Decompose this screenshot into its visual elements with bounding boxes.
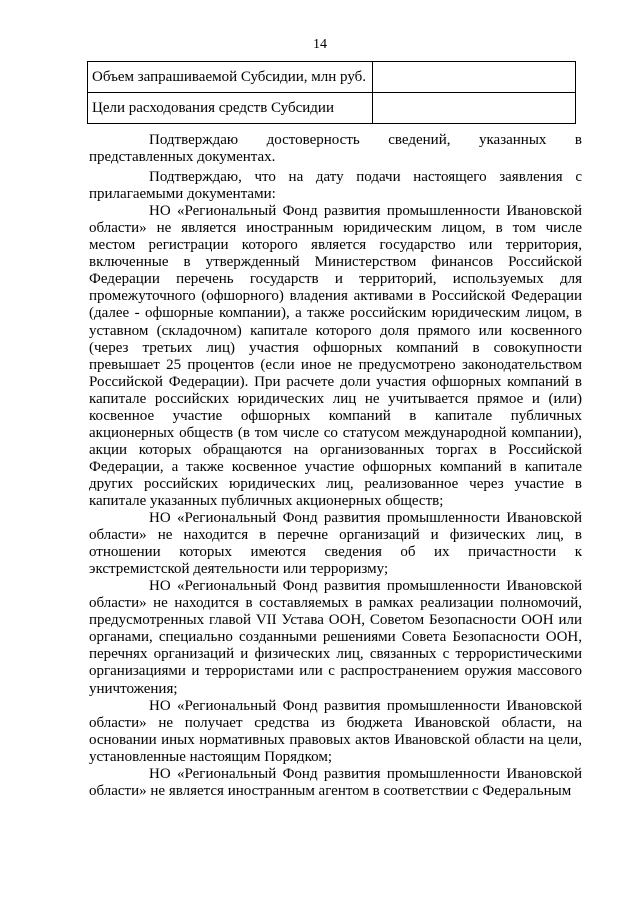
paragraph-un-sanctions: НО «Региональный Фонд развития промышленности Ивановской области» не находится в составляемых в рамках реализации полномочий, предусмотренных главой VII Устава ООН, Советом Безопасности ООН или органами, специально созданными решениями Совета Безопасности ООН, перечнях организаций и физических лиц, связанных с террористическими организациями и террористами или с распространением оружия массового уничтожения; xyxy=(89,578,582,697)
table-row xyxy=(88,93,576,124)
table-row xyxy=(88,62,576,93)
paragraph-extremism: НО «Региональный Фонд развития промышленности Ивановской области» не находится в перечне организаций и физических лиц, в отношении которых имеются сведения об их причастности к экстремистской деятельности или терроризму; xyxy=(89,510,582,578)
page-number: 14 xyxy=(313,37,327,52)
paragraph-confirmation: Подтверждаю достоверность сведений, указанных в представленных документах. xyxy=(89,132,582,166)
table-cell-value xyxy=(373,62,576,93)
paragraph-foreign-agent: НО «Региональный Фонд развития промышленности Ивановской области» не является иностранным агентом в соответствии с Федеральным xyxy=(89,765,582,799)
table-cell-value xyxy=(373,93,576,124)
paragraph-budget-funds: НО «Региональный Фонд развития промышленности Ивановской области» не получает средства из бюджета Ивановской области, на основании иных нормативных правовых актов Ивановской области на цели, установленные настоящим Порядком; xyxy=(89,697,582,765)
document-body xyxy=(89,132,582,800)
table-cell-label: Объем запрашиваемой Субсидии, млн руб. xyxy=(88,62,373,93)
table-cell-label: Цели расходования средств Субсидии xyxy=(88,93,373,124)
subsidy-info-table xyxy=(87,61,576,124)
paragraph-intro: Подтверждаю, что на дату подачи настоящего заявления с прилагаемыми документами: xyxy=(89,169,582,203)
paragraph-offshore: НО «Региональный Фонд развития промышленности Ивановской области» не является иностранным юридическим лицом, в том числе местом регистрации которого является государство или территория, включенные в утвержденный Министерством финансов Российской Федерации перечень государств и территорий, используемых для промежуточного (офшорного) владения активами в Российской Федерации (далее - офшорные компании), а также российским юридическим лицом, в уставном (складочном) капитале которого доля прямого или косвенного (через третьих лиц) участия офшорных компаний в совокупности превышает 25 процентов (если иное не предусмотрено законодательством Российской Федерации). При расчете доли участия офшорных компаний в капитале российских юридических лиц не учитывается прямое и (или) косвенное участие офшорных компаний в капитале публичных акционерных обществ (в том числе со статусом международной компании), акции которых обращаются на организованных торгах в Российской Федерации, а также косвенное участие офшорных компаний в капитале других российских юридических лиц, реализованное через участие в капитале указанных публичных акционерных обществ; xyxy=(89,203,582,509)
